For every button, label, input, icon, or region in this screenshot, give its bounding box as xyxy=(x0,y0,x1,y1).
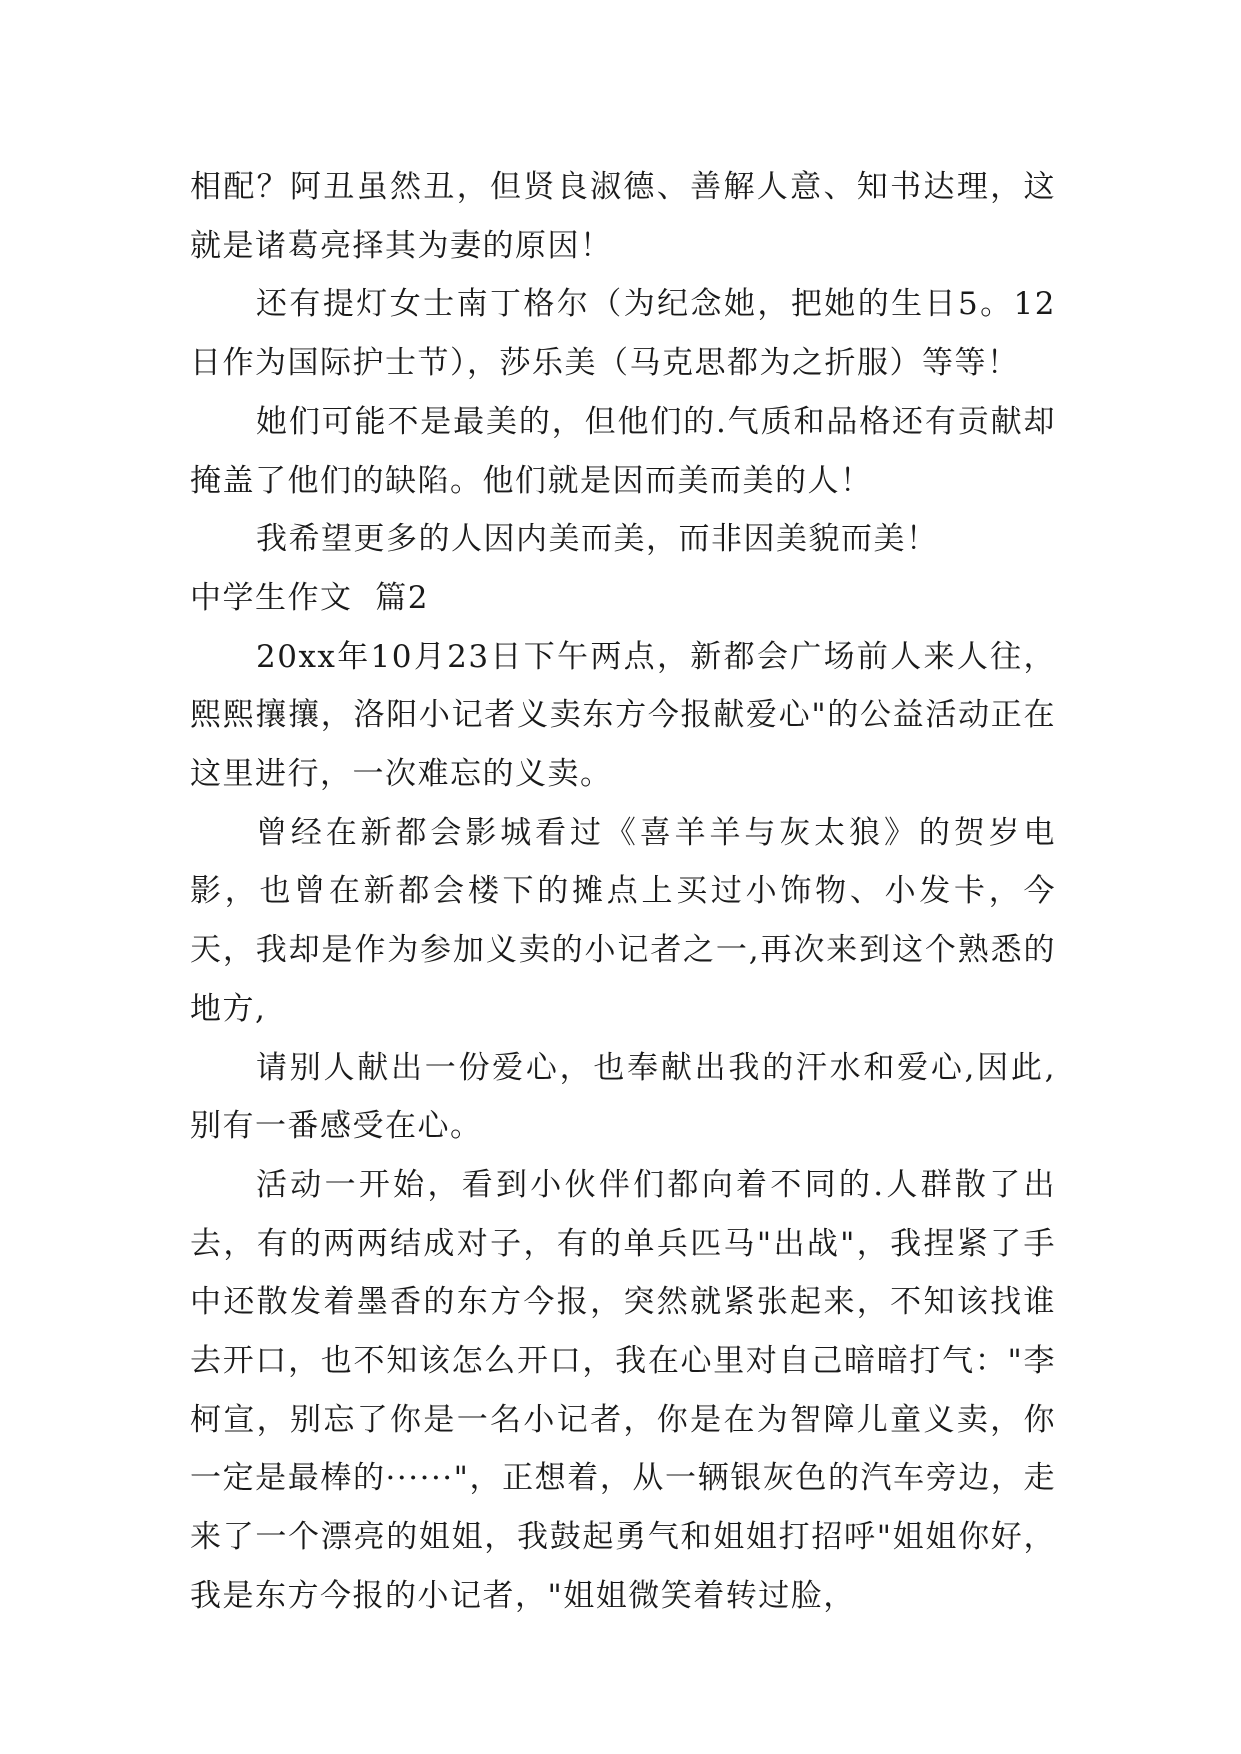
paragraph-1: 相配？阿丑虽然丑，但贤良淑德、善解人意、知书达理，这就是诸葛亮择其为妻的原因！ xyxy=(190,169,1056,264)
paragraph-4: 我希望更多的人因内美而美，而非因美貌而美！ xyxy=(256,521,939,558)
section-paragraph-3: 请别人献出一份爱心，也奉献出我的汗水和爱心,因此,别有一番感受在心。 xyxy=(190,1049,1056,1145)
paragraph-3: 她们可能不是最美的，但他们的.气质和品格还有贡献却掩盖了他们的缺陷。他们就是因而美而美的人！ xyxy=(190,403,1056,499)
section-paragraph-1: 20xx年10月23日下午两点，新都会广场前人来人往，熙熙攘攘，洛阳小记者义卖东方今报献爱心"的公益活动正在这里进行，一次难忘的义卖。 xyxy=(190,638,1056,793)
section-paragraph-4: 活动一开始，看到小伙伴们都向着不同的.人群散了出去，有的两两结成对子，有的单兵匹马"出战"，我捏紧了手中还散发着墨香的东方今报，突然就紧张起来，不知该找谁去开口，也不知该怎么开口，我在心里对自己暗暗打气："李柯宣，别忘了你是一名小记者，你是在为智障儿童义卖，你一定是最棒的······"，正想着，从一辆银灰色的汽车旁边，走来了一个漂亮的姐姐，我鼓起勇气和姐姐打招呼"姐姐你好，我是东方今报的小记者，"姐姐微笑着转过脸， xyxy=(190,1166,1056,1614)
document-body xyxy=(190,158,1056,1626)
section-paragraph-2: 曾经在新都会影城看过《喜羊羊与灰太狼》的贺岁电影，也曾在新都会楼下的摊点上买过小饰物、小发卡，今天，我却是作为参加义卖的小记者之一,再次来到这个熟悉的地方, xyxy=(190,814,1056,1027)
section-heading: 中学生作文 篇2 xyxy=(190,579,429,616)
paragraph-2: 还有提灯女士南丁格尔（为纪念她，把她的生日5。12日作为国际护士节），莎乐美（马克思都为之折服）等等！ xyxy=(190,286,1056,382)
